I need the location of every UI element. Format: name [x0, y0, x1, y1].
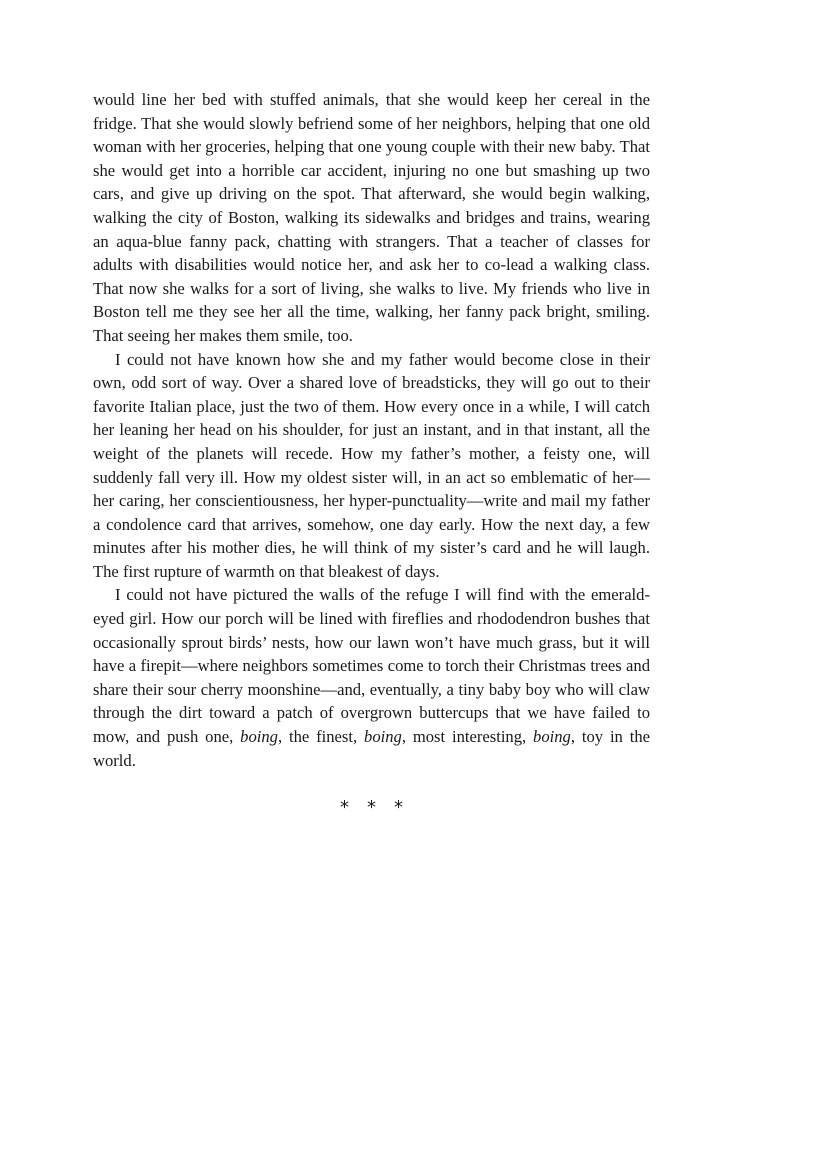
paragraph-3-text-3: , most interesting,: [401, 727, 534, 747]
section-break-ornament: [93, 797, 650, 818]
italic-boing-2: boing: [364, 727, 402, 747]
paragraph-2-text: I could not have known how she and my father would become close in their own, odd sort of way. Over a shared love of breadsticks, they will go out to their favorite Italian place, just the two of them. How every once in a while, I will catch her leaning her head on his shoulder, for just an instant, and in that instant, all the weight of the planets will recede. How my father’s mother, a feisty one, will suddenly fall very ill. How my oldest sister will, in an act so emblematic of her—her caring, her conscientiousness, her hyper-punctuality—write and mail my father a condolence card that arrives, somehow, one day early. How the next day, a few minutes after his mother dies, he will think of my sister’s card and he will laugh. The first rupture of warmth on that bleakest of days.: [93, 349, 650, 581]
body-text: [93, 88, 650, 772]
italic-boing-3: boing: [533, 727, 571, 747]
paragraph-3-text-2: , the finest,: [277, 727, 365, 747]
paragraph-3-text: I could not have pictured the walls of the refuge I will find with the emerald-eyed girl. How our porch will be lined with fireflies and rhododendron bushes that occasionally sprout birds’ nests, how our lawn won’t have much grass, but it will have a firepit—where neighbors sometimes come to torch their Christmas trees and share their sour cherry moonshine—and, eventually, a tiny baby boy who will claw through the dirt toward a patch of overgrown buttercups that we have failed to mow, and push one,: [93, 585, 650, 747]
paragraph-2: [93, 348, 650, 584]
italic-boing-1: boing: [240, 727, 278, 747]
paragraph-1: [93, 88, 650, 348]
paragraph-1-text: would line her bed with stuffed animals, that she would keep her cereal in the fridge. That she would slowly befriend some of her neighbors, helping that one old woman with her groceries, helping that one young couple with their new baby. That she would get into a horrible car accident, injuring no one but smashing up two cars, and give up driving on the spot. That afterward, she would begin walking, walking the city of Boston, walking its sidewalks and bridges and trains, wearing an aqua-blue fanny pack, chatting with strangers. That a teacher of classes for adults with disabilities would notice her, and ask her to co-lead a walking class. That now she walks for a sort of living, she walks to live. My friends who live in Boston tell me they see her all the time, walking, her fanny pack bright, smiling. That seeing her makes them smile, too.: [93, 90, 650, 345]
asterism-star-2: *: [367, 797, 376, 818]
paragraph-3-text-4: , toy in the world.: [93, 727, 650, 770]
asterism-star-3: *: [394, 797, 403, 818]
asterism-star-1: *: [340, 797, 349, 818]
paragraph-3: [93, 583, 650, 772]
